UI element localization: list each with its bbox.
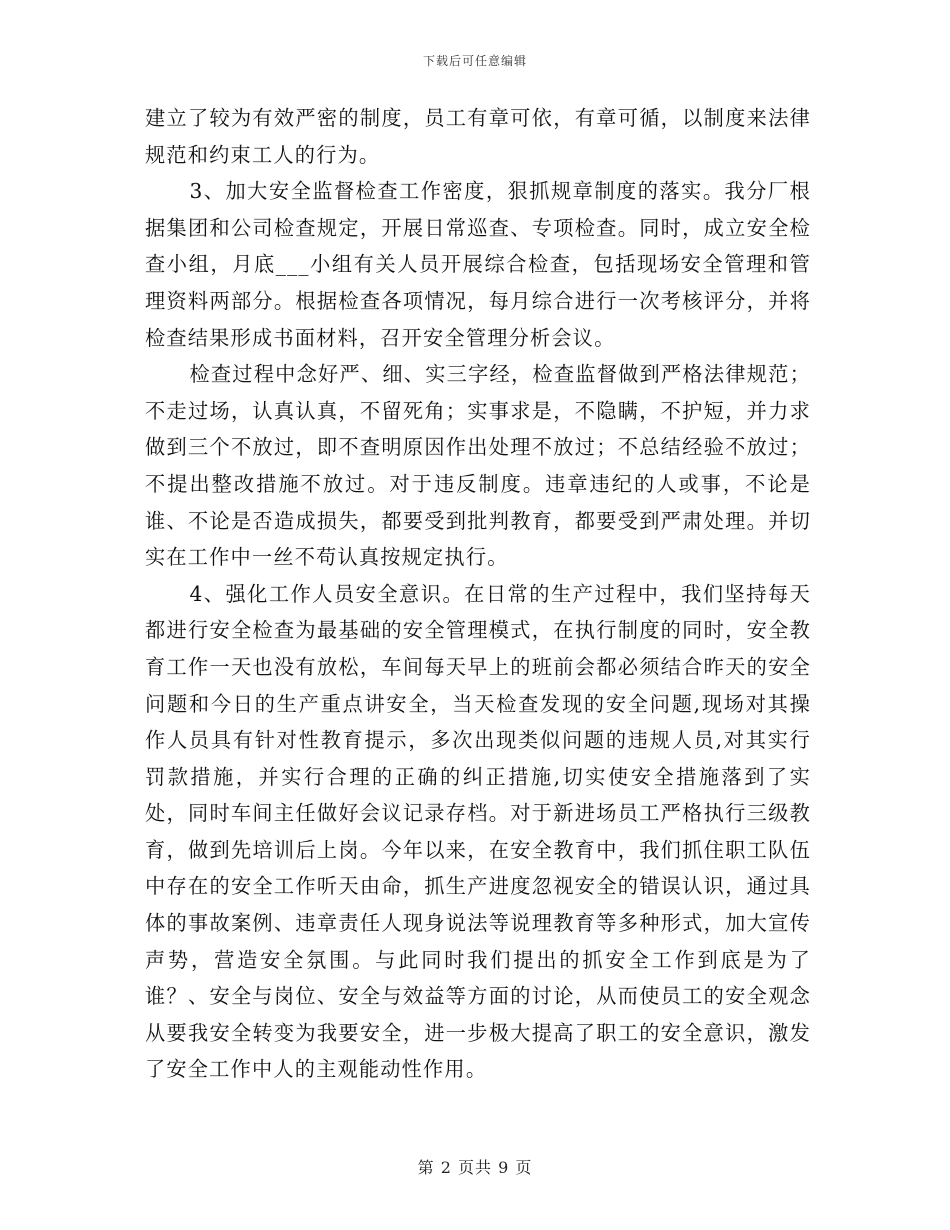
paragraph-section-3: 3、加大安全监督检查工作密度，狠抓规章制度的落实。我分厂根据集团和公司检查规定，开展日常巡查、专项检查。同时，成立安全检查小组，月底___小组有关人员开展综合检查，包括现场安全管理和管理资料两部分。根据检查各项情况，每月综合进行一次考核评分，并将检查结果形成书面材料，召开安全管理分析会议。 bbox=[145, 179, 811, 350]
paragraph-section-4: 4、强化工作人员安全意识。在日常的生产过程中，我们坚持每天都进行安全检查为最基础的安全管理模式，在执行制度的同时，安全教育工作一天也没有放松，车间每天早上的班前会都必须结合昨天的安全问题和今日的生产重点讲安全，当天检查发现的安全问题,现场对其操作人员具有针对性教育提示，多次出现类似问题的违规人员,对其实行罚款措施，并实行合理的正确的纠正措施,切实使安全措施落到了实处，同时车间主任做好会议记录存档。对于新进场员工严格执行三级教育，做到先培训后上岗。今年以来，在安全教育中，我们抓住职工队伍中存在的安全工作听天由命，抓生产进度忽视安全的错误认识，通过具体的事故案例、违章责任人现身说法等说理教育等多种形式，加大宣传声势，营造安全氛围。与此同时我们提出的抓安全工作到底是为了谁？、安全与岗位、安全与效益等方面的讨论，从而使员工的安全观念从要我安全转变为我要安全，进一步极大提高了职工的安全意识，激发了安全工作中人的主观能动性作用。 bbox=[145, 581, 811, 1082]
paragraph-inspection-process: 检查过程中念好严、细、实三字经，检查监督做到严格法律规范；不走过场，认真认真，不留死角；实事求是，不隐瞒，不护短，并力求做到三个不放过，即不查明原因作出处理不放过；不总结经验不放过；不提出整改措施不放过。对于违反制度。违章违纪的人或事，不论是谁、不论是否造成损失，都要受到批判教育，都要受到严肃处理。并切实在工作中一丝不苟认真按规定执行。 bbox=[145, 362, 811, 570]
page-header: 下载后可任意编辑 bbox=[422, 54, 527, 68]
paragraph-continuation: 建立了较为有效严密的制度，员工有章可依，有章可循，以制度来法律规范和约束工人的行为。 bbox=[145, 106, 811, 167]
document-body bbox=[145, 100, 811, 1088]
page-footer: 第 2 页共 9 页 bbox=[417, 1158, 533, 1177]
